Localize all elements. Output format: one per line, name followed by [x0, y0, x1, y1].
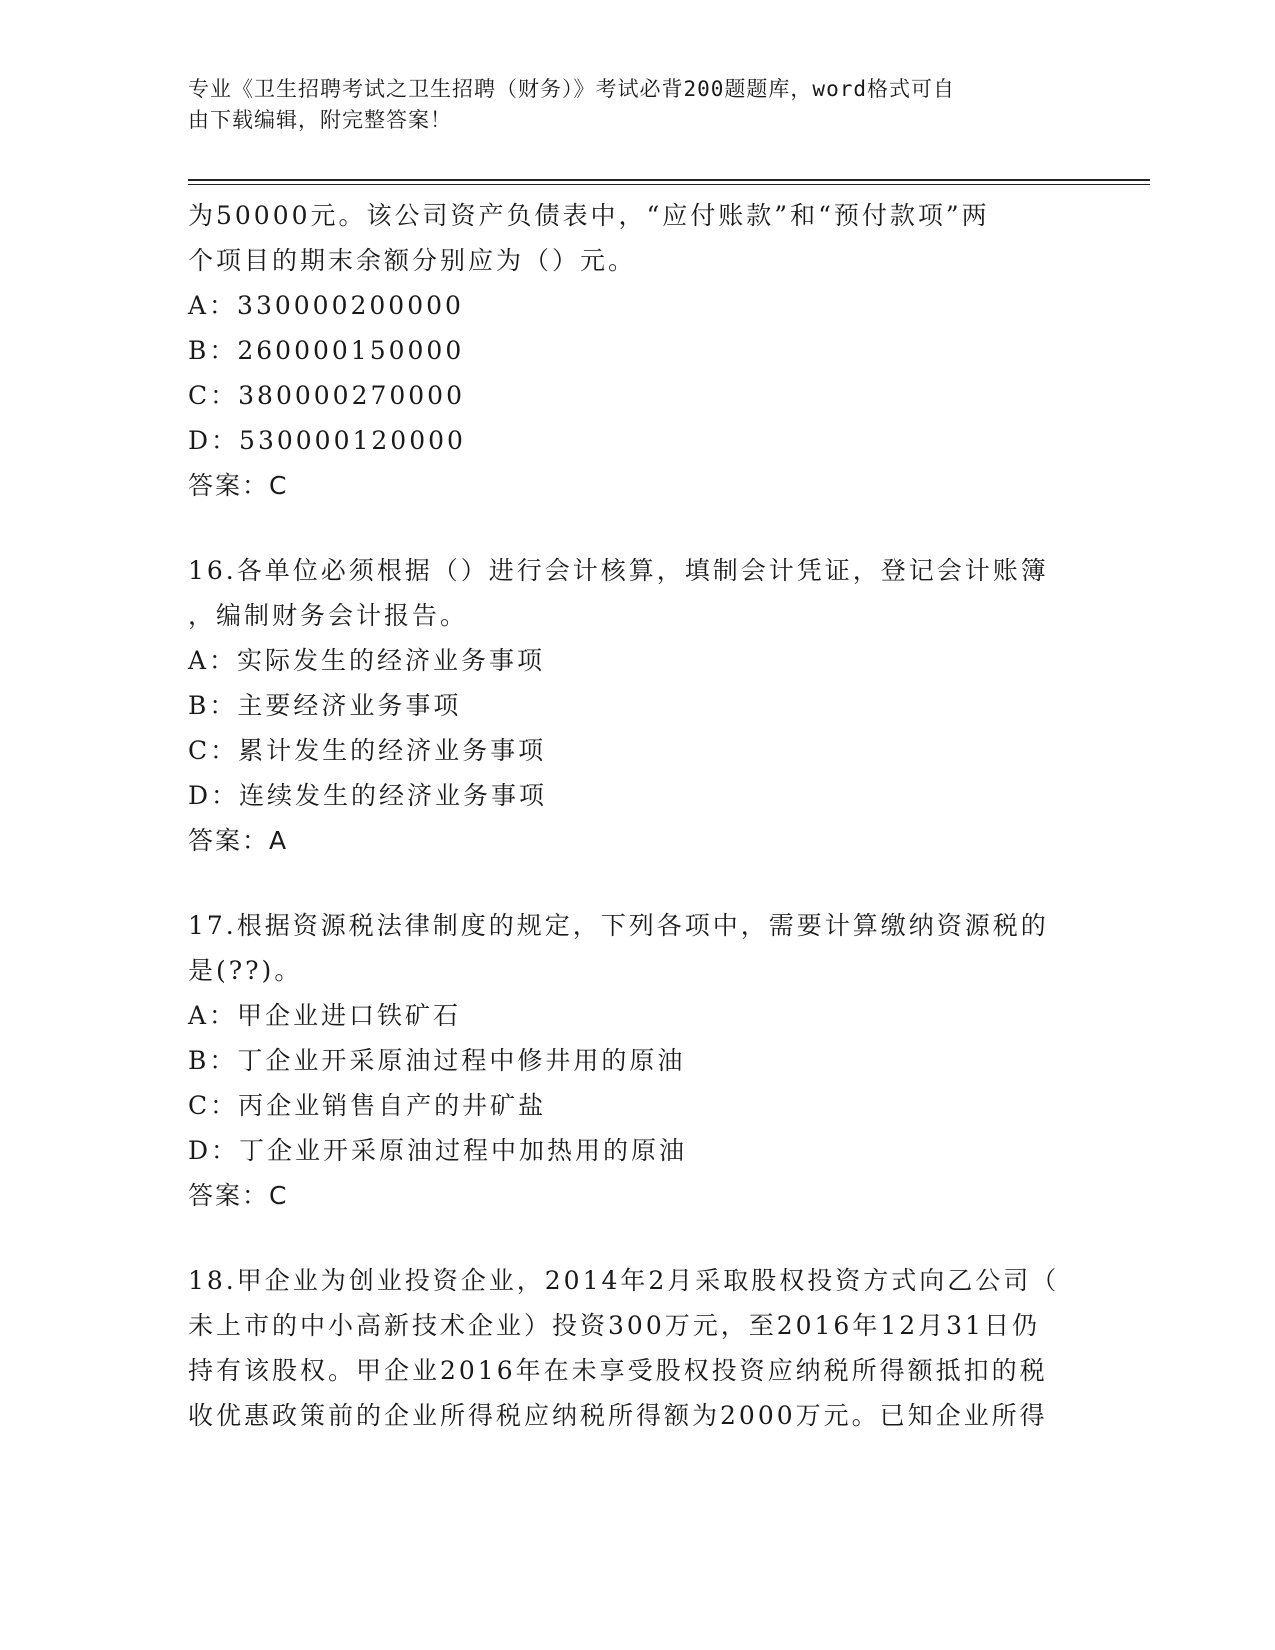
question-16-text-2: ，编制财务会计报告。	[188, 601, 469, 630]
question-15-option-a: A：330000200000	[188, 291, 464, 320]
question-15-option-c: C：380000270000	[188, 381, 465, 410]
question-17-answer: 答案：C	[188, 1181, 289, 1210]
question-18-text-1: 18.甲企业为创业投资企业，2014年2月采取股权投资方式向乙公司（	[188, 1266, 1060, 1295]
question-17-option-d: D：丁企业开采原油过程中加热用的原油	[188, 1136, 688, 1165]
question-17-text-1: 17.根据资源税法律制度的规定，下列各项中，需要计算缴纳资源税的	[188, 911, 1049, 940]
question-15-text-2: 个项目的期末余额分别应为（）元。	[188, 246, 637, 275]
question-15-answer: 答案：C	[188, 471, 289, 500]
question-17-option-b: B：丁企业开采原油过程中修井用的原油	[188, 1046, 686, 1075]
header-divider-thick	[188, 179, 1150, 181]
question-spacer	[188, 1218, 1088, 1258]
question-spacer	[188, 508, 1088, 548]
question-17-text-2: 是(??)。	[188, 956, 303, 985]
question-17-option-a: A：甲企业进口铁矿石	[188, 1001, 462, 1030]
question-18-block	[188, 1258, 1088, 1438]
question-15-text-1: 为50000元。该公司资产负债表中，“应付账款”和“预付款项”两	[188, 201, 990, 230]
header-line-1: 专业《卫生招聘考试之卫生招聘（财务）》考试必背200题题库，word格式可自	[188, 77, 955, 101]
question-16-answer: 答案：A	[188, 826, 289, 855]
document-header	[188, 74, 1068, 136]
question-18-text-2: 未上市的中小高新技术企业）投资300万元，至2016年12月31日仍	[188, 1311, 1040, 1340]
question-15-option-b: B：260000150000	[188, 336, 465, 365]
header-divider-thin	[188, 184, 1150, 185]
question-16-block	[188, 548, 1088, 863]
question-spacer	[188, 863, 1088, 903]
question-16-option-c: C：累计发生的经济业务事项	[188, 736, 547, 765]
question-18-text-3: 持有该股权。甲企业2016年在未享受股权投资应纳税所得额抵扣的税	[188, 1356, 1048, 1385]
question-17-option-c: C：丙企业销售自产的井矿盐	[188, 1091, 547, 1120]
question-15-block	[188, 193, 1088, 508]
question-15-option-d: D：530000120000	[188, 426, 466, 455]
header-line-2: 由下载编辑，附完整答案！	[188, 108, 452, 132]
question-16-text-1: 16.各单位必须根据（）进行会计核算，填制会计凭证，登记会计账簿	[188, 556, 1049, 585]
question-content	[188, 193, 1088, 1438]
question-18-text-4: 收优惠政策前的企业所得税应纳税所得额为2000万元。已知企业所得	[188, 1401, 1048, 1430]
question-17-block	[188, 903, 1088, 1218]
question-16-option-a: A：实际发生的经济业务事项	[188, 646, 546, 675]
question-16-option-d: D：连续发生的经济业务事项	[188, 781, 548, 810]
question-16-option-b: B：主要经济业务事项	[188, 691, 462, 720]
